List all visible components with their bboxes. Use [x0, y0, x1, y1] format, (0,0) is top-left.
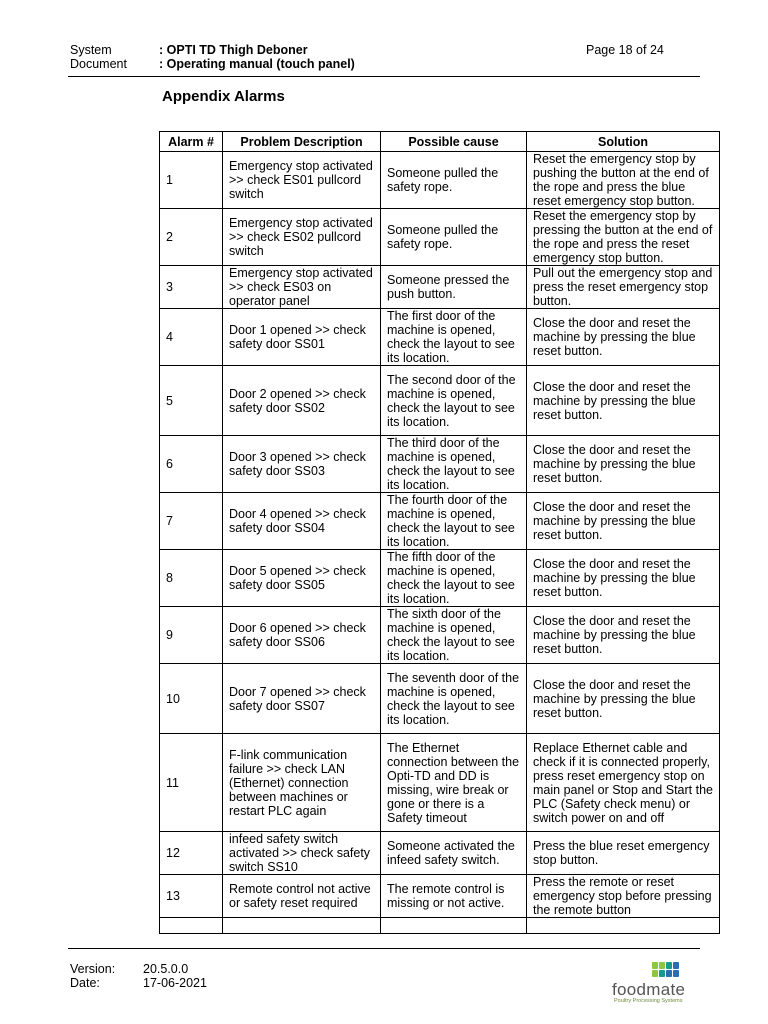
problem-description: Door 3 opened >> check safety door SS03	[223, 436, 381, 493]
problem-description: F-link communication failure >> check LAN (Ethernet) connection between machines or restart PLC again	[223, 734, 381, 832]
table-row	[160, 875, 720, 918]
problem-description: Door 7 opened >> check safety door SS07	[223, 664, 381, 734]
header-system-label: System	[70, 43, 112, 57]
table-row	[160, 436, 720, 493]
alarm-number: 3	[160, 266, 223, 309]
header-document-value: : Operating manual (touch panel)	[159, 57, 355, 71]
table-row	[160, 734, 720, 832]
possible-cause: The second door of the machine is opened, check the layout to see its location.	[381, 366, 527, 436]
alarm-number: 1	[160, 152, 223, 209]
alarm-number: 5	[160, 366, 223, 436]
table-row	[160, 607, 720, 664]
problem-description	[223, 918, 381, 934]
problem-description: Door 1 opened >> check safety door SS01	[223, 309, 381, 366]
possible-cause: The sixth door of the machine is opened, check the layout to see its location.	[381, 607, 527, 664]
problem-description: Door 5 opened >> check safety door SS05	[223, 550, 381, 607]
solution: Close the door and reset the machine by pressing the blue reset button.	[527, 550, 720, 607]
table-row	[160, 664, 720, 734]
solution: Reset the emergency stop by pressing the button at the end of the rope and press the reset emergency stop button.	[527, 209, 720, 266]
solution: Close the door and reset the machine by pressing the blue reset button.	[527, 607, 720, 664]
problem-description: Emergency stop activated >> check ES03 on operator panel	[223, 266, 381, 309]
table-header-row	[160, 132, 720, 152]
table-row	[160, 366, 720, 436]
alarm-number: 4	[160, 309, 223, 366]
solution: Replace Ethernet cable and check if it is connected properly, press reset emergency stop on main panel or Stop and Start the PLC (Safety check menu) or switch power on and off	[527, 734, 720, 832]
possible-cause: Someone pulled the safety rope.	[381, 152, 527, 209]
solution: Press the remote or reset emergency stop before pressing the remote button	[527, 875, 720, 918]
table-row	[160, 152, 720, 209]
logo-mark-icon	[652, 962, 688, 980]
possible-cause: The fifth door of the machine is opened, check the layout to see its location.	[381, 550, 527, 607]
footer-version-label: Version:	[70, 962, 116, 976]
table-row	[160, 550, 720, 607]
solution: Close the door and reset the machine by pressing the blue reset button.	[527, 366, 720, 436]
possible-cause: Someone activated the infeed safety switch.	[381, 832, 527, 875]
logo-wordmark: foodmate	[612, 980, 686, 999]
footer-date-value: 17-06-2021	[143, 976, 207, 990]
solution: Press the blue reset emergency stop button.	[527, 832, 720, 875]
footer-divider	[68, 948, 700, 949]
problem-description: Door 4 opened >> check safety door SS04	[223, 493, 381, 550]
header-system-value: : OPTI TD Thigh Deboner	[159, 43, 308, 57]
alarm-number: 11	[160, 734, 223, 832]
possible-cause: The third door of the machine is opened, check the layout to see its location.	[381, 436, 527, 493]
alarm-number: 13	[160, 875, 223, 918]
header-document-label: Document	[70, 57, 127, 71]
problem-description: Door 2 opened >> check safety door SS02	[223, 366, 381, 436]
possible-cause: The Ethernet connection between the Opti-TD and DD is missing, wire break or gone or there is a Safety timeout	[381, 734, 527, 832]
column-header-possible-cause: Possible cause	[381, 132, 527, 152]
problem-description: Door 6 opened >> check safety door SS06	[223, 607, 381, 664]
alarm-number	[160, 918, 223, 934]
solution: Close the door and reset the machine by pressing the blue reset button.	[527, 664, 720, 734]
column-header-alarm-number: Alarm #	[160, 132, 223, 152]
solution: Close the door and reset the machine by pressing the blue reset button.	[527, 436, 720, 493]
table-row	[160, 309, 720, 366]
column-header-solution: Solution	[527, 132, 720, 152]
footer-version-value: 20.5.0.0	[143, 962, 189, 976]
header-divider	[68, 76, 700, 77]
alarm-number: 8	[160, 550, 223, 607]
alarm-number: 12	[160, 832, 223, 875]
possible-cause: The remote control is missing or not active.	[381, 875, 527, 918]
solution: Reset the emergency stop by pushing the button at the end of the rope and press the blue reset emergency stop button.	[527, 152, 720, 209]
alarm-number: 9	[160, 607, 223, 664]
column-header-problem-description: Problem Description	[223, 132, 381, 152]
table-row	[160, 832, 720, 875]
alarm-number: 2	[160, 209, 223, 266]
solution: Close the door and reset the machine by pressing the blue reset button.	[527, 309, 720, 366]
possible-cause: Someone pulled the safety rope.	[381, 209, 527, 266]
page-number: Page 18 of 24	[586, 43, 664, 57]
solution: Close the door and reset the machine by pressing the blue reset button.	[527, 493, 720, 550]
possible-cause	[381, 918, 527, 934]
footer-date-label: Date:	[70, 976, 100, 990]
logo-tagline: Poultry Processing Systems	[614, 998, 683, 1004]
possible-cause: The first door of the machine is opened, check the layout to see its location.	[381, 309, 527, 366]
alarm-number: 6	[160, 436, 223, 493]
solution	[527, 918, 720, 934]
section-title: Appendix Alarms	[162, 88, 285, 105]
table-row-empty	[160, 918, 720, 934]
foodmate-logo	[612, 960, 702, 1008]
alarms-table	[159, 131, 720, 934]
problem-description: infeed safety switch activated >> check safety switch SS10	[223, 832, 381, 875]
solution: Pull out the emergency stop and press the reset emergency stop button.	[527, 266, 720, 309]
problem-description: Emergency stop activated >> check ES02 pullcord switch	[223, 209, 381, 266]
possible-cause: The seventh door of the machine is opened, check the layout to see its location.	[381, 664, 527, 734]
problem-description: Remote control not active or safety reset required	[223, 875, 381, 918]
alarm-number: 7	[160, 493, 223, 550]
problem-description: Emergency stop activated >> check ES01 pullcord switch	[223, 152, 381, 209]
alarm-number: 10	[160, 664, 223, 734]
possible-cause: Someone pressed the push button.	[381, 266, 527, 309]
table-row	[160, 493, 720, 550]
table-row	[160, 266, 720, 309]
table-row	[160, 209, 720, 266]
possible-cause: The fourth door of the machine is opened, check the layout to see its location.	[381, 493, 527, 550]
